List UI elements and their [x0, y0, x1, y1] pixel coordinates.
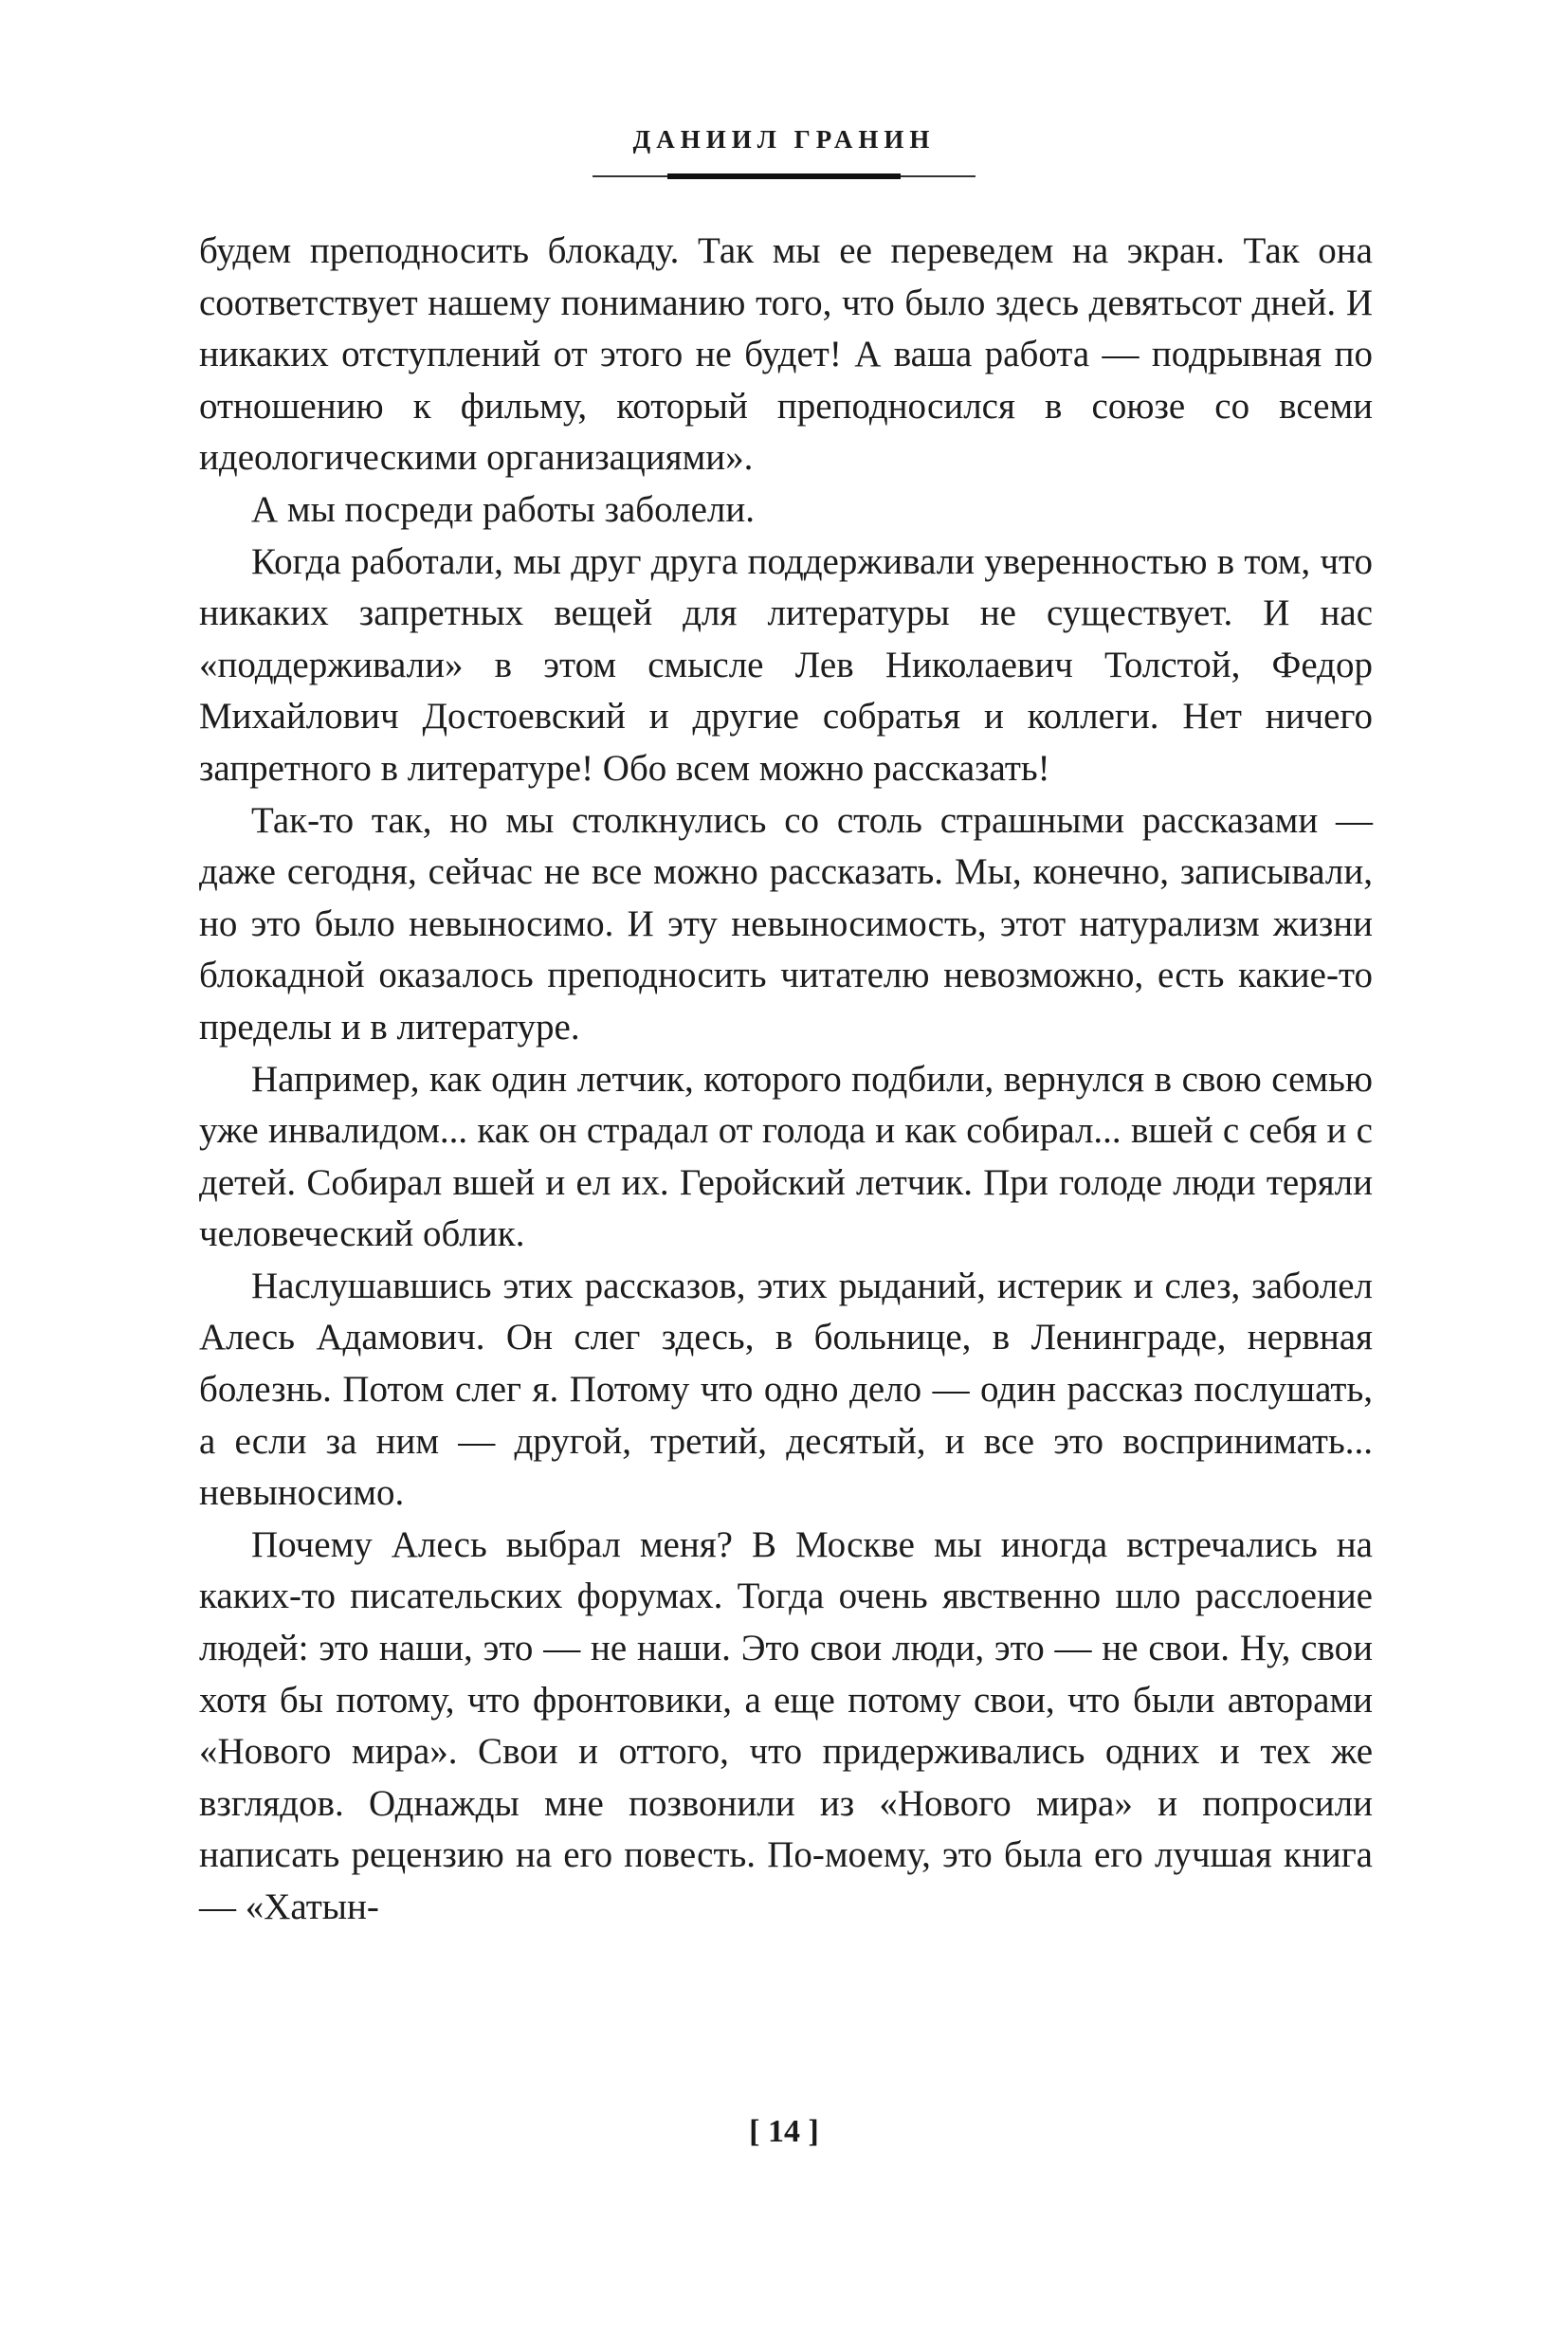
- paragraph: Когда работали, мы друг друга поддерживали уверенностью в том, что никаких запретных вещей для литературы не существует. И нас «поддерживали» в этом смысле Лев Николаевич Толстой, Федор Михайлович Достоевский и другие собратья и коллеги. Нет ничего запретного в литературе! Обо всем можно рассказать!: [199, 540, 1373, 789]
- paragraph: Почему Алесь выбрал меня? В Москве мы иногда встречались на каких-то писательских форумах. Тогда очень явственно шло расслоение людей: это наши, это — не наши. Это свои люди, это — не свои. Ну, свои хотя бы потому, что фронтовики, а еще потому свои, что были авторами «Нового мира». Свои и оттого, что придерживались одних и тех же взглядов. Однажды мне позвонили из «Нового мира» и попросили написать рецензию на его повесть. По-моему, это была его лучшая книга — «Хатын-: [199, 1523, 1373, 1927]
- paragraph: Так-то так, но мы столкнулись со столь страшными рассказами — даже сегодня, сейчас не все можно рассказать. Мы, конечно, записывали, но это было невыносимо. И эту невыносимость, этот натурализм жизни блокадной оказалось преподносить читателю невозможно, есть какие-то пределы и в литературе.: [199, 799, 1373, 1048]
- paragraph: А мы посреди работы заболели.: [251, 488, 755, 530]
- paragraph: Наслушавшись этих рассказов, этих рыданий, истерик и слез, заболел Алесь Адамович. Он слег здесь, в больнице, в Ленинграде, нервная болезнь. Потом слег я. Потому что одно дело — один рассказ послушать, а если за ним — другой, третий, десятый, и все это воспринимать... невыносимо.: [199, 1265, 1373, 1514]
- running-head-author: ДАНИИЛ ГРАНИН: [632, 125, 936, 154]
- body-text: [199, 226, 1373, 1934]
- page-number: [ 14 ]: [749, 2114, 819, 2149]
- header-rule-accent: [667, 173, 901, 179]
- paragraph: Например, как один летчик, которого подбили, вернулся в свою семью уже инвалидом... как он страдал от голода и как собирал... вшей с себя и с детей. Собирал вшей и ел их. Геройский летчик. При голоде люди теряли человеческий облик.: [199, 1058, 1373, 1255]
- paragraph: будем преподносить блокаду. Так мы ее переведем на экран. Так она соответствует нашему пониманию того, что было здесь девятьсот дней. И никаких отступлений от этого не будет! А ваша работа — подрывная по отношению к фильму, который преподносился в союзе со всеми идеологическими организациями».: [199, 230, 1373, 479]
